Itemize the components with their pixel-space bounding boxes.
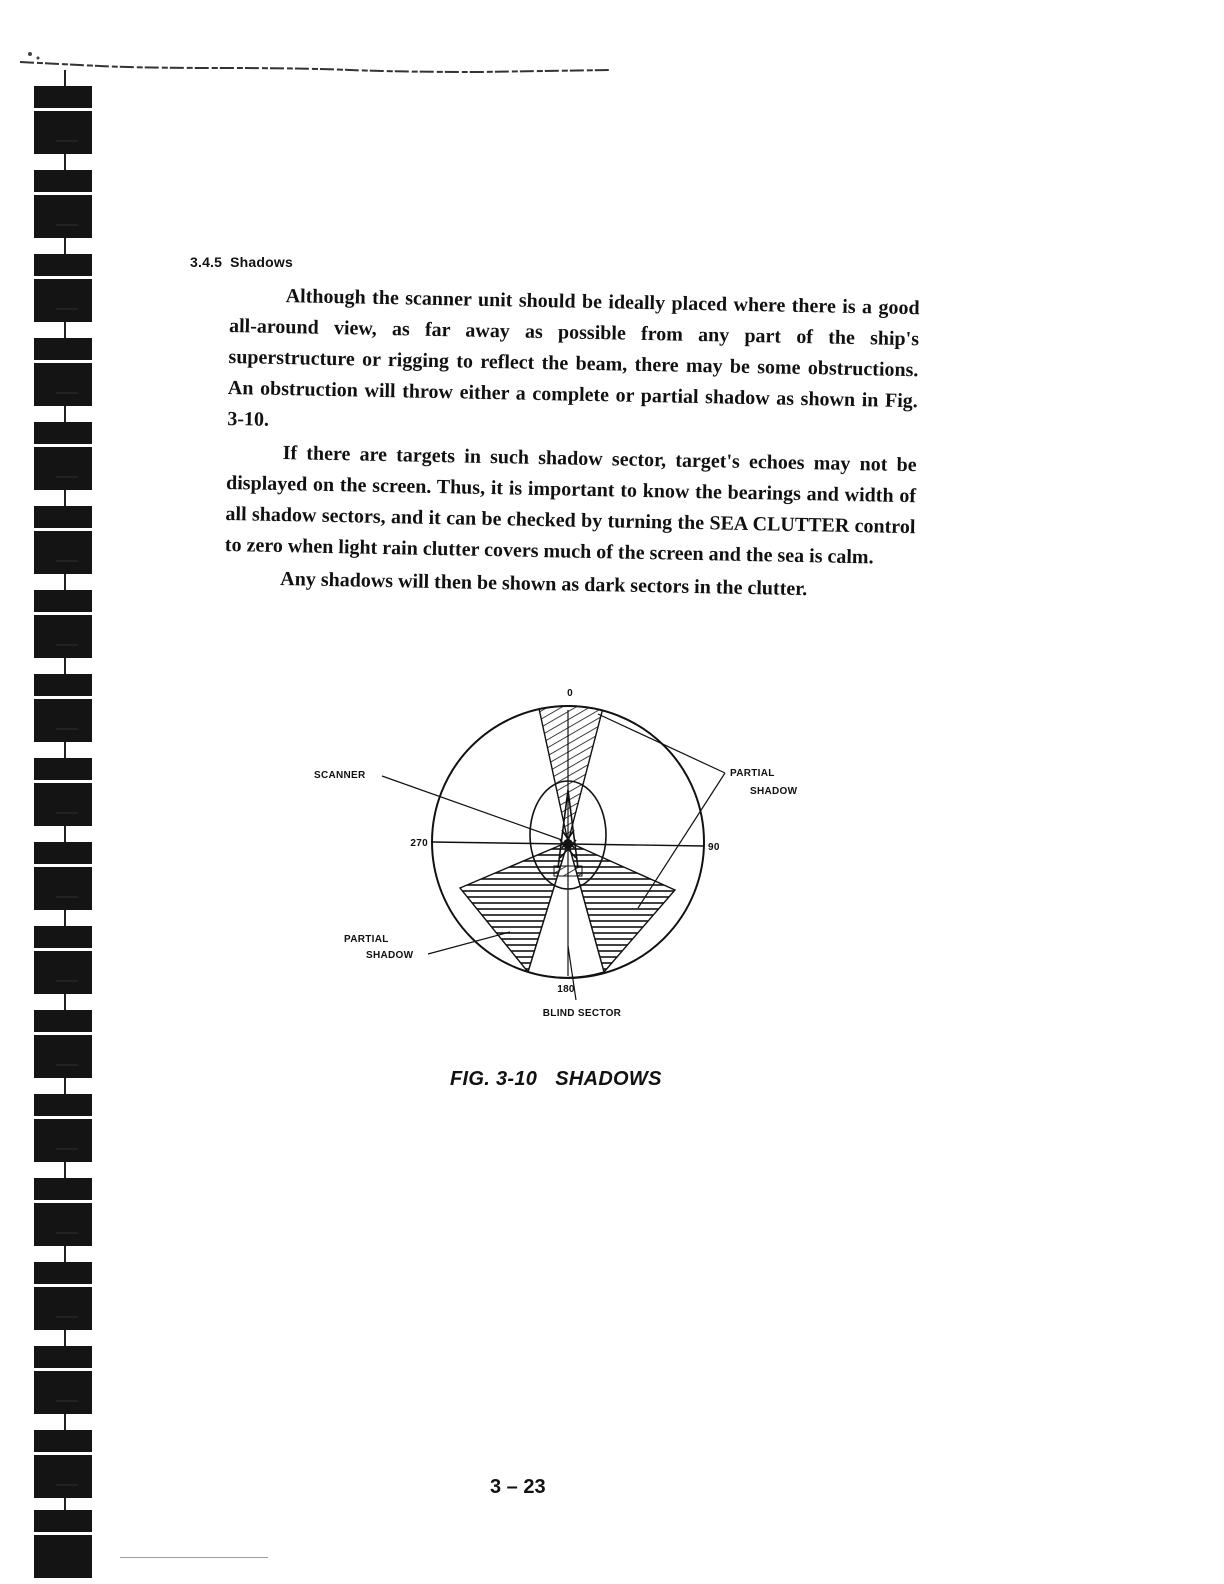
binding-ring bbox=[34, 1346, 92, 1414]
binding-ring bbox=[34, 1430, 92, 1498]
binding-ring bbox=[34, 1510, 92, 1578]
binding-ring bbox=[34, 1178, 92, 1246]
binding-ring bbox=[34, 1010, 92, 1078]
binding-ring bbox=[34, 86, 92, 154]
binding-ring bbox=[34, 590, 92, 658]
bearing-180-label: 180 bbox=[557, 984, 575, 995]
binding-ring bbox=[34, 926, 92, 994]
binding-ring bbox=[34, 1094, 92, 1162]
scan-bottom-line bbox=[120, 1557, 268, 1558]
partial-shadow-left-label-line1: PARTIAL bbox=[344, 934, 389, 945]
binding-ring bbox=[34, 254, 92, 322]
binding-ring bbox=[34, 842, 92, 910]
partial-shadow-top bbox=[538, 700, 604, 842]
caption-title: SHADOWS bbox=[555, 1068, 662, 1090]
binding-ring bbox=[34, 506, 92, 574]
spiral-binding bbox=[0, 60, 110, 1584]
bearing-90-label: 90 bbox=[708, 842, 720, 853]
shadow-diagram bbox=[300, 680, 830, 1040]
shadow-diagram-svg bbox=[300, 680, 830, 1040]
paragraph: Although the scanner unit should be ideally placed where there is a good all-around view, as far away as possible from any part of the ship's superstructure or rigging to reflect the beam, there may be some obstructions. An obstruction will throw either a complete or partial shadow as shown in Fig. 3-10. bbox=[227, 285, 920, 431]
paragraph: If there are targets in such shadow sector, target's echoes may not be displayed on the screen. Thus, it is important to know the bearings and width of all shadow sectors, and it can be checked by turning the SEA CLUTTER control to zero when light rain clutter covers much of the screen and the sea is calm. bbox=[224, 442, 917, 569]
binding-ring bbox=[34, 170, 92, 238]
bearing-0-label: 0 bbox=[567, 688, 573, 699]
binding-ring bbox=[34, 422, 92, 490]
binding-ring bbox=[34, 674, 92, 742]
binding-ring bbox=[34, 758, 92, 826]
page-number: 3 – 23 bbox=[490, 1476, 546, 1498]
body-text bbox=[224, 280, 920, 607]
partial-shadow-top-label-line2: SHADOW bbox=[750, 786, 798, 797]
binding-ring bbox=[34, 338, 92, 406]
binding-ring bbox=[34, 1262, 92, 1330]
bearing-270-label: 270 bbox=[410, 838, 428, 849]
partial-shadow-top-label-line1: PARTIAL bbox=[730, 768, 775, 779]
paragraph: Any shadows will then be shown as dark sectors in the clutter. bbox=[280, 568, 808, 601]
blind-sector-label: BLIND SECTOR bbox=[542, 1008, 622, 1019]
section-number: 3.4.5 bbox=[190, 254, 223, 270]
figure-caption bbox=[450, 1068, 662, 1091]
section-title: Shadows bbox=[230, 254, 293, 270]
section-heading bbox=[190, 254, 293, 270]
caption-number: FIG. 3-10 bbox=[450, 1068, 538, 1090]
scanner-label: SCANNER bbox=[314, 770, 366, 781]
partial-shadow-left-label-line2: SHADOW bbox=[366, 950, 414, 961]
